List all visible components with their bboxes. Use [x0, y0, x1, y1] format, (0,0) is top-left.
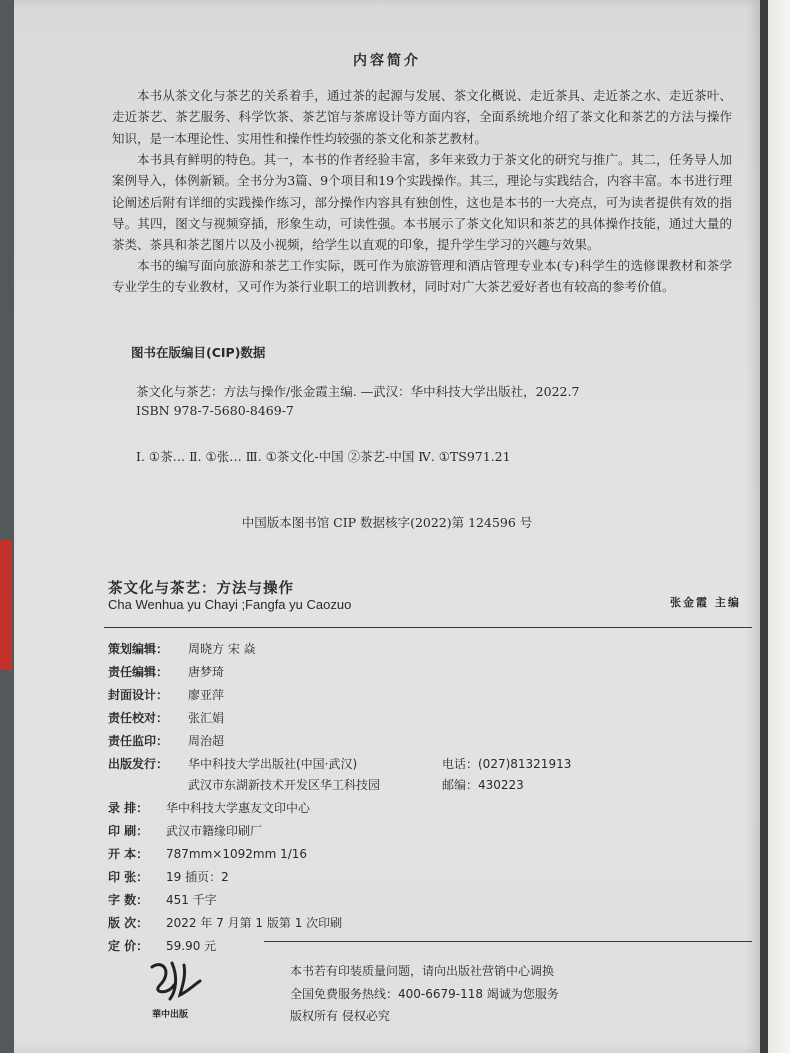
- staff-row: [108, 709, 224, 726]
- logo-text: 華中出版: [152, 1010, 189, 1020]
- staff-row: [108, 640, 256, 657]
- spec-row: [108, 914, 342, 931]
- spec-value: 451 千字: [166, 893, 217, 907]
- background-left: [0, 0, 14, 1053]
- spec-value: 19 插页：2: [166, 870, 229, 884]
- publisher-phone: 电话：(027)81321913: [442, 757, 572, 771]
- spec-row: [108, 891, 217, 908]
- notice-line-1: 本书若有印装质量问题，请向出版社营销中心调换: [290, 964, 555, 978]
- copyright-page: [14, 0, 760, 1053]
- staff-value: 廖亚萍: [188, 688, 225, 702]
- spec-label: 定 价：: [108, 939, 149, 953]
- spec-label: 开 本：: [108, 847, 149, 861]
- cip-heading: 图书在版编目(CIP)数据: [131, 345, 266, 360]
- cip-classification: Ⅰ. ①茶… Ⅱ. ①张… Ⅲ. ①茶文化-中国 ②茶艺-中国 Ⅳ. ①TS971.21: [136, 449, 511, 464]
- spec-label: 录 排：: [108, 801, 149, 815]
- staff-label: 责任校对：: [108, 711, 169, 725]
- staff-label: 出版发行：: [108, 757, 169, 771]
- notice-line-3: 版权所有 侵权必究: [290, 1009, 390, 1023]
- book-subtitle-pinyin: Cha Wenhua yu Chayi ;Fangfa yu Caozuo: [108, 597, 352, 612]
- notice-line-2: 全国免费服务热线：400-6679-118 竭诚为您服务: [290, 987, 559, 1001]
- staff-label: 策划编辑：: [108, 642, 169, 656]
- chief-editor: 张金霞 主编: [670, 596, 741, 609]
- staff-row: [108, 686, 224, 703]
- staff-label: 封面设计：: [108, 688, 169, 702]
- staff-value: 唐梦琦: [188, 665, 225, 679]
- spec-value: 787mm×1092mm 1/16: [166, 847, 308, 861]
- book-title: 茶文化与茶艺：方法与操作: [108, 581, 294, 597]
- staff-value: 周治超: [188, 734, 225, 748]
- spec-label: 印 张：: [108, 870, 149, 884]
- intro-heading: 内容简介: [353, 53, 421, 69]
- intro-paragraph-2: 本书具有鲜明的特色。其一，本书的作者经验丰富，多年来致力于茶文化的研究与推广。其二，任务导人加案例导入，体例新颖。全书分为3篇、9个项目和19个实践操作。其三，理论与实践结合，内容丰富。本书进行理论阐述后附有详细的实践操作练习，部分操作内容具有独创性，这也是本书的一大亮点，可为读者提供有效的指导。其四，图文与视频穿插，形象生动，可读性强。本书展示了茶文化知识和茶艺的具体操作技能，通过大量的茶类、茶具和茶艺图片以及小视频，给学生以直观的印象，提升学生学习的兴趣与效果。: [112, 152, 732, 253]
- spec-value: 武汉市籍缘印刷厂: [166, 824, 263, 838]
- staff-row: [108, 755, 357, 772]
- background-gap: [760, 0, 768, 1053]
- red-book-edge: [0, 540, 12, 670]
- staff-row: [108, 663, 224, 680]
- divider-bottom: [264, 941, 752, 942]
- spec-value: 华中科技大学惠友文印中心: [166, 801, 311, 815]
- divider-top: [104, 627, 752, 628]
- staff-value: 周晓方 宋 焱: [188, 642, 256, 656]
- spec-row: [108, 799, 310, 816]
- spec-row: [108, 845, 307, 862]
- staff-value: 华中科技大学出版社(中国·武汉): [188, 757, 358, 771]
- publisher-logo-icon: [142, 955, 212, 1025]
- staff-value: 张汇娟: [188, 711, 225, 725]
- spec-row: [108, 868, 229, 885]
- staff-label: 责任编辑：: [108, 665, 169, 679]
- staff-label: 责任监印：: [108, 734, 169, 748]
- spec-label: 字 数：: [108, 893, 149, 907]
- intro-paragraph-3: 本书的编写面向旅游和茶艺工作实际，既可作为旅游管理和酒店管理专业本(专)科学生的选修课教材和茶学专业学生的专业教材，又可作为茶行业职工的培训教材，同时对广大茶艺爱好者也有较高的参考价值。: [112, 258, 732, 295]
- spec-label: 版 次：: [108, 916, 149, 930]
- staff-row: [108, 732, 224, 749]
- publisher-postcode: 邮编：430223: [442, 778, 524, 792]
- isbn: ISBN 978-7-5680-8469-7: [136, 403, 294, 418]
- publisher-address: 武汉市东湖新技术开发区华工科技园: [188, 778, 381, 792]
- spec-value: 2022 年 7 月第 1 版第 1 次印刷: [166, 916, 343, 930]
- background-right: [768, 0, 790, 1053]
- spec-row: [108, 937, 216, 954]
- spec-row: [108, 822, 262, 839]
- spec-value: 59.90 元: [166, 939, 217, 953]
- cip-verification: 中国版本图书馆 CIP 数据核字(2022)第 124596 号: [241, 515, 533, 530]
- spec-label: 印 刷：: [108, 824, 149, 838]
- cip-record: 茶文化与茶艺：方法与操作/张金霞主编. —武汉：华中科技大学出版社，2022.7: [136, 384, 580, 399]
- intro-paragraph-1: 本书从茶文化与茶艺的关系着手，通过茶的起源与发展、茶文化概说、走近茶具、走近茶之水、走近茶叶、走近茶艺、茶艺服务、科学饮茶、茶艺馆与茶席设计等方面内容，全面系统地介绍了茶文化和茶艺的方法与操作知识，是一本理论性、实用性和操作性均较强的茶文化和茶艺教材。: [112, 88, 732, 146]
